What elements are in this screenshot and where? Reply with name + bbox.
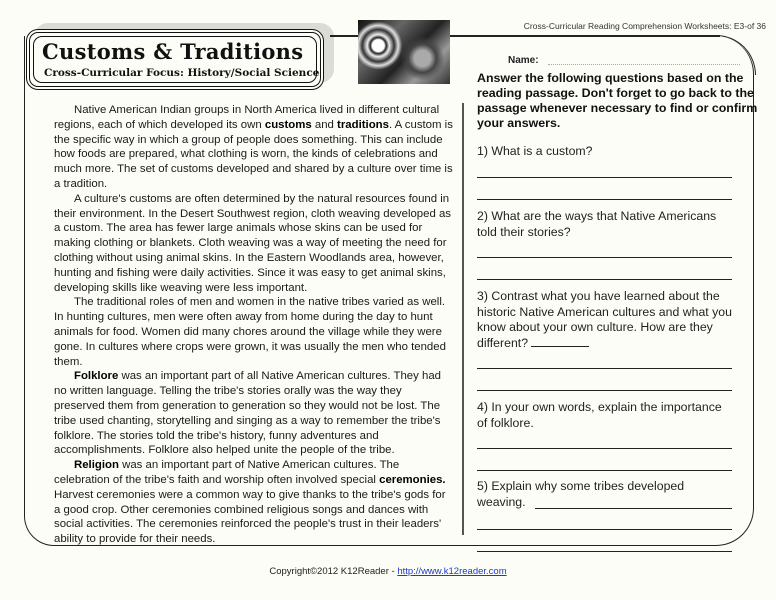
question-1: 1) What is a custom?: [477, 144, 593, 158]
answer-line[interactable]: [477, 551, 732, 552]
answer-line[interactable]: [477, 529, 732, 530]
answer-line[interactable]: [477, 177, 732, 178]
title-box: [26, 29, 324, 90]
question-4: 4) In your own words, explain the importance of folklore.: [477, 400, 722, 430]
name-label: Name:: [508, 55, 539, 66]
instructions: Answer the following questions based on the reading passage. Don't forget to go back to the passage whenever necessary to find or confirm your answers.: [477, 71, 758, 130]
answer-line[interactable]: [477, 279, 732, 280]
copyright-text: Copyright©2012 K12Reader -: [269, 566, 398, 577]
frame-corner: [712, 35, 756, 75]
paragraph-3: The traditional roles of men and women in the native tribes varied as well. In hunting cultures, men were often away from home during the day to hunt animals for food. Women did many chores around the village while they were gone. In cultures where crops were grown, it was usually the men who tended them.: [54, 296, 446, 368]
question-3: 3) Contrast what you have learned about the historic Native American cultures and what you know about your own culture. How are they different?: [477, 289, 732, 350]
answer-line[interactable]: [477, 368, 732, 369]
footer: [0, 566, 776, 577]
answer-line[interactable]: [477, 470, 732, 471]
answer-line[interactable]: [477, 257, 732, 258]
name-field[interactable]: [548, 64, 740, 65]
question-5: 5) Explain why some tribes developed weaving.: [477, 479, 685, 509]
answer-line[interactable]: [535, 508, 732, 509]
answer-line[interactable]: [477, 390, 732, 391]
page-subtitle: Cross-Curricular Focus: History/Social Science: [44, 67, 320, 79]
paragraph-2: A culture's customs are often determined by the natural resources found in their environment. In the Desert Southwest region, cloth weaving developed as a custom. The area has fewer large animals whose skins can be used for making clothing or blankets. Cloth weaving was a way of meeting the need for clothing without using animal skins. In the Eastern Woodlands area, however, hunting and fishing were daily activities. Since it was easy to get animal skins, developing skills like weaving were less important.: [54, 192, 452, 294]
paragraph-4: Folklore was an important part of all Native American cultures. They had no written language. Telling the tribe's stories orally was the way they preserved them from generation to generation so they would not be lost. The tribe used chanting, storytelling and singing as a way to remember the tribe's folklore. The stories told the tribe's history, funny adventures and accomplishments. Folklore also helped unite the people of the tribe.: [54, 370, 441, 457]
worksheet-reference: Cross-Curricular Reading Comprehension Worksheets: E3-of 36: [523, 21, 766, 31]
answer-line[interactable]: [477, 199, 732, 200]
header-photo: [358, 20, 450, 84]
page-title: Customs & Traditions: [42, 39, 304, 64]
reading-passage: [54, 103, 454, 547]
paragraph-5: Religion was an important part of Native American cultures. The celebration of the tribe's faith and worship often involved special ceremonies. Harvest ceremonies were a common way to give thanks to the tribe's gods for a good crop. Other ceremonies combined religious songs and dances with social activities. The ceremonies reinforced the people's trust in their leaders' ability to provide for their needs.: [54, 459, 446, 546]
question-2: 2) What are the ways that Native Americans told their stories?: [477, 209, 717, 239]
answer-line[interactable]: [477, 448, 732, 449]
column-divider: [462, 103, 464, 535]
paragraph-1: Native American Indian groups in North America lived in different cultural regions, each of which developed its own customs and traditions. A custom is the specific way in which a group of people does something. This can include how foods are prepared, what clothing is worn, the kinds of celebrations and much more. The set of customs developed and shared by a culture over time is a tradition.: [54, 104, 453, 190]
k12reader-link[interactable]: http://www.k12reader.com: [397, 566, 507, 577]
